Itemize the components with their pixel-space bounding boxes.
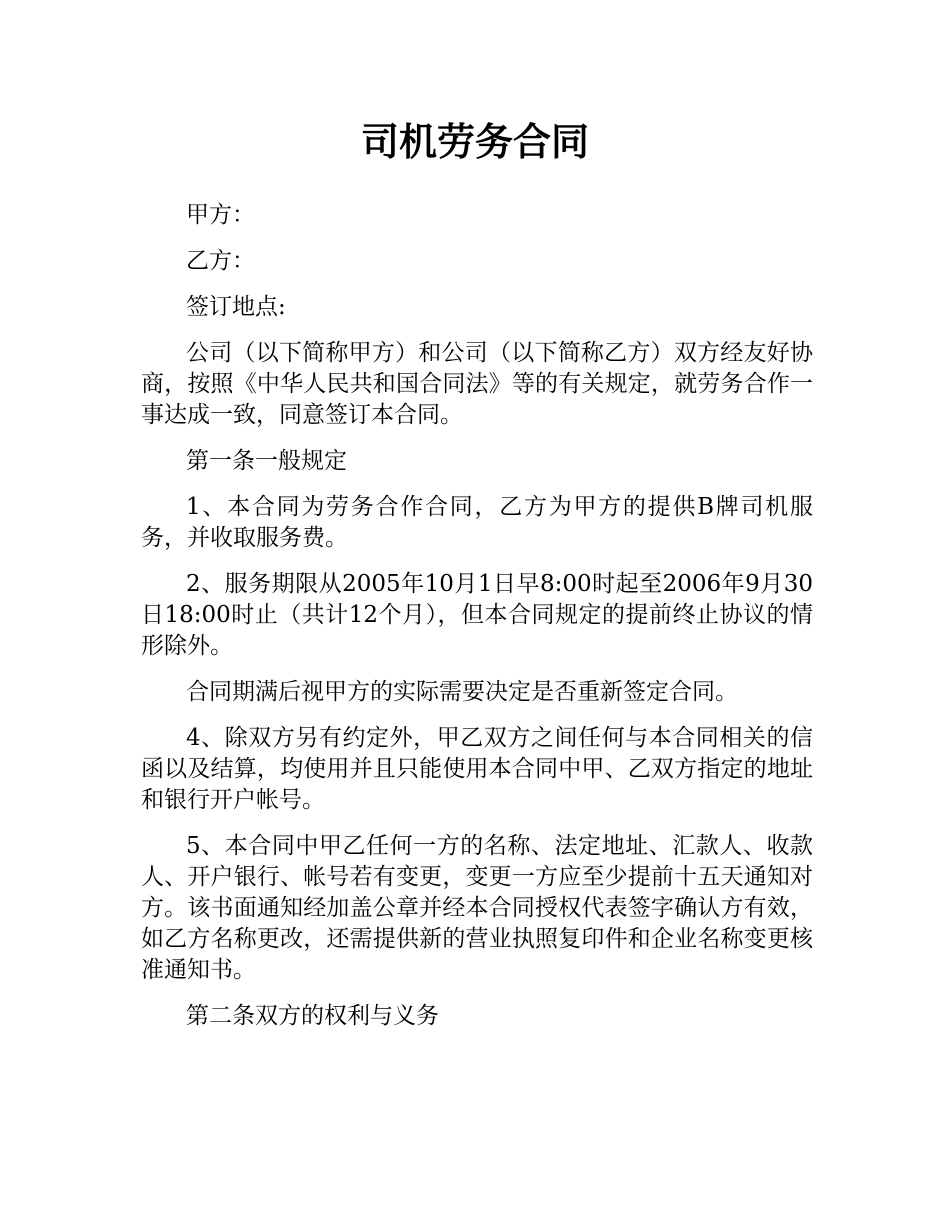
- article-1-heading: 第一条一般规定: [186, 448, 347, 474]
- document-title: 司机劳务合同: [360, 120, 589, 164]
- signing-location-line: 签订地点:: [186, 294, 286, 320]
- clause-4-paragraph: 4、除双方另有约定外，甲乙双方之间任何与本合同相关的信函以及结算，均使用并且只能使用本合同中甲、乙双方指定的地址和银行开户帐号。: [141, 725, 813, 813]
- preamble-paragraph: 公司（以下简称甲方）和公司（以下简称乙方）双方经友好协商，按照《中华人民共和国合同法》等的有关规定，就劳务合作一事达成一致，同意签订本合同。: [141, 340, 813, 428]
- renewal-paragraph: 合同期满后视甲方的实际需要决定是否重新签定合同。: [186, 679, 738, 705]
- party-a-line: 甲方：: [186, 202, 255, 228]
- clause-1-paragraph: 1、本合同为劳务合作合同，乙方为甲方的提供B牌司机服务，并收取服务费。: [141, 494, 813, 551]
- clause-2-paragraph: 2、服务期限从2005年10月1日早8:00时起至2006年9月30日18:00时止（共计12个月），但本合同规定的提前终止协议的情形除外。: [141, 571, 813, 659]
- article-2-heading: 第二条双方的权利与义务: [186, 1003, 439, 1029]
- party-b-line: 乙方：: [186, 248, 255, 274]
- clause-5-paragraph: 5、本合同中甲乙任何一方的名称、法定地址、汇款人、收款人、开户银行、帐号若有变更，变更一方应至少提前十五天通知对方。该书面通知经加盖公章并经本合同授权代表签字确认方有效，如乙方名称更改，还需提供新的营业执照复印件和企业名称变更核准通知书。: [141, 833, 813, 983]
- document-body: [141, 200, 813, 1047]
